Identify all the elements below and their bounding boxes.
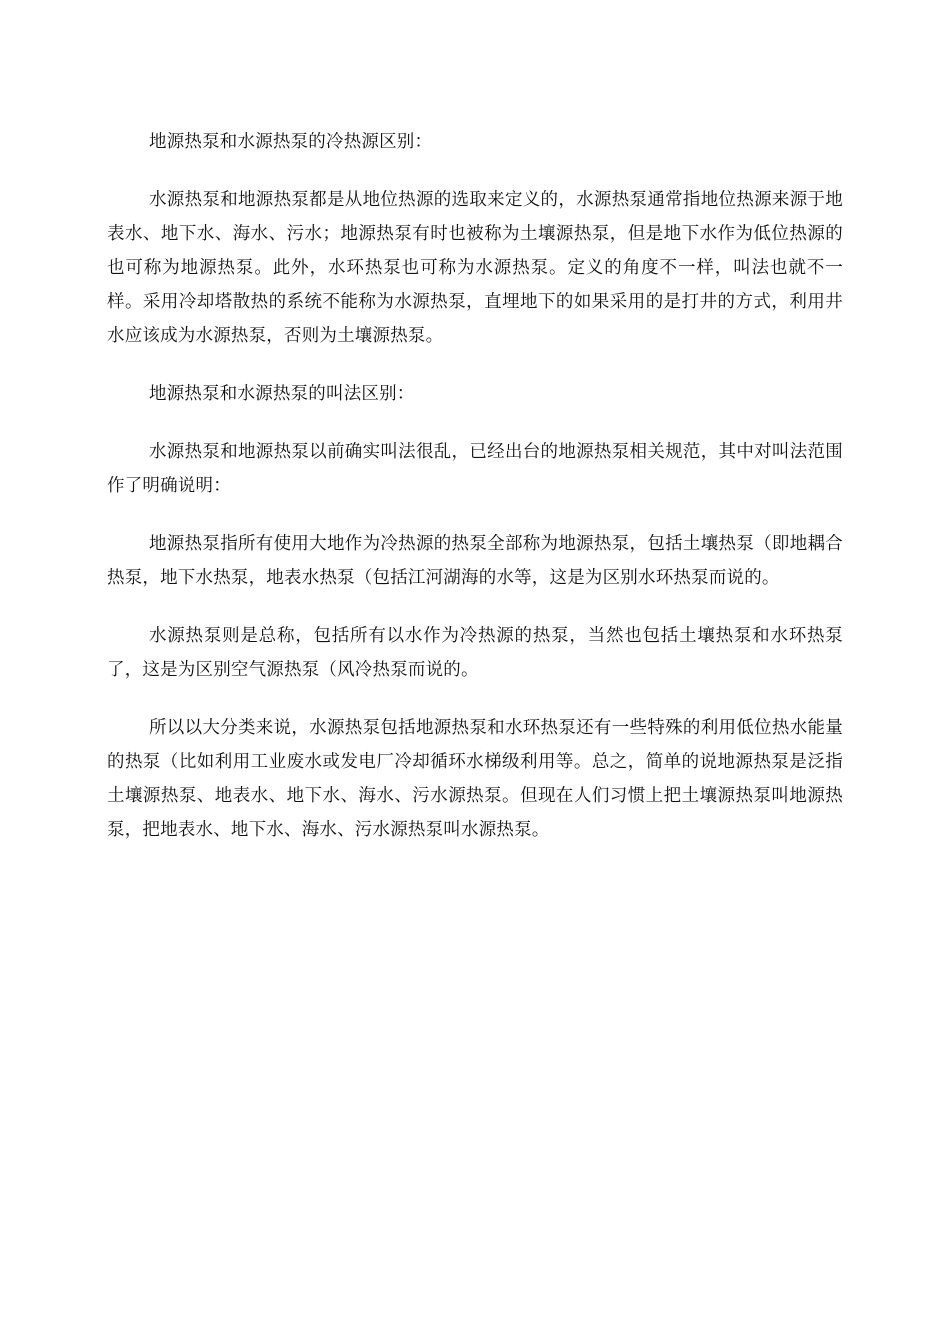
paragraph-definition: 水源热泵和地源热泵都是从地位热源的选取来定义的，水源热泵通常指地位热源来源于地表水、地下水、海水、污水；地源热泵有时也被称为土壤源热泵，但是地下水作为低位热源的也可称为地源热泵。此外，水环热泵也可称为水源热泵。定义的角度不一样，叫法也就不一样。采用冷却塔散热的系统不能称为水源热泵，直埋地下的如果采用的是打井的方式，利用井水应该成为水源热泵，否则为土壤源热泵。: [107, 190, 843, 346]
heading-cold-heat-source-difference: 地源热泵和水源热泵的冷热源区别：: [149, 132, 433, 152]
paragraph-water-source-definition: 水源热泵则是总称，包括所有以水作为冷热源的热泵，当然也包括土壤热泵和水环热泵了，这是为区别空气源热泵（风冷热泵而说的。: [107, 626, 843, 680]
paragraph-summary: 所以以大分类来说，水源热泵包括地源热泵和水环热泵还有一些特殊的利用低位热水能量的热泵（比如利用工业废水或发电厂冷却循环水梯级利用等。总之，简单的说地源热泵是泛指土壤源热泵、地表水、地下水、海水、污水源热泵。但现在人们习惯上把土壤源热泵叫地源热泵，把地表水、地下水、海水、污水源热泵叫水源热泵。: [107, 718, 843, 840]
document-body: [107, 125, 843, 871]
paragraph-ground-source-definition: 地源热泵指所有使用大地作为冷热源的热泵全部称为地源热泵，包括土壤热泵（即地耦合热泵，地下水热泵，地表水热泵（包括江河湖海的水等，这是为区别水环热泵而说的。: [107, 534, 843, 588]
paragraph-naming-history: 水源热泵和地源热泵以前确实叫法很乱，已经出台的地源热泵相关规范，其中对叫法范围作了明确说明：: [107, 442, 843, 496]
heading-naming-difference: 地源热泵和水源热泵的叫法区别：: [149, 384, 415, 404]
